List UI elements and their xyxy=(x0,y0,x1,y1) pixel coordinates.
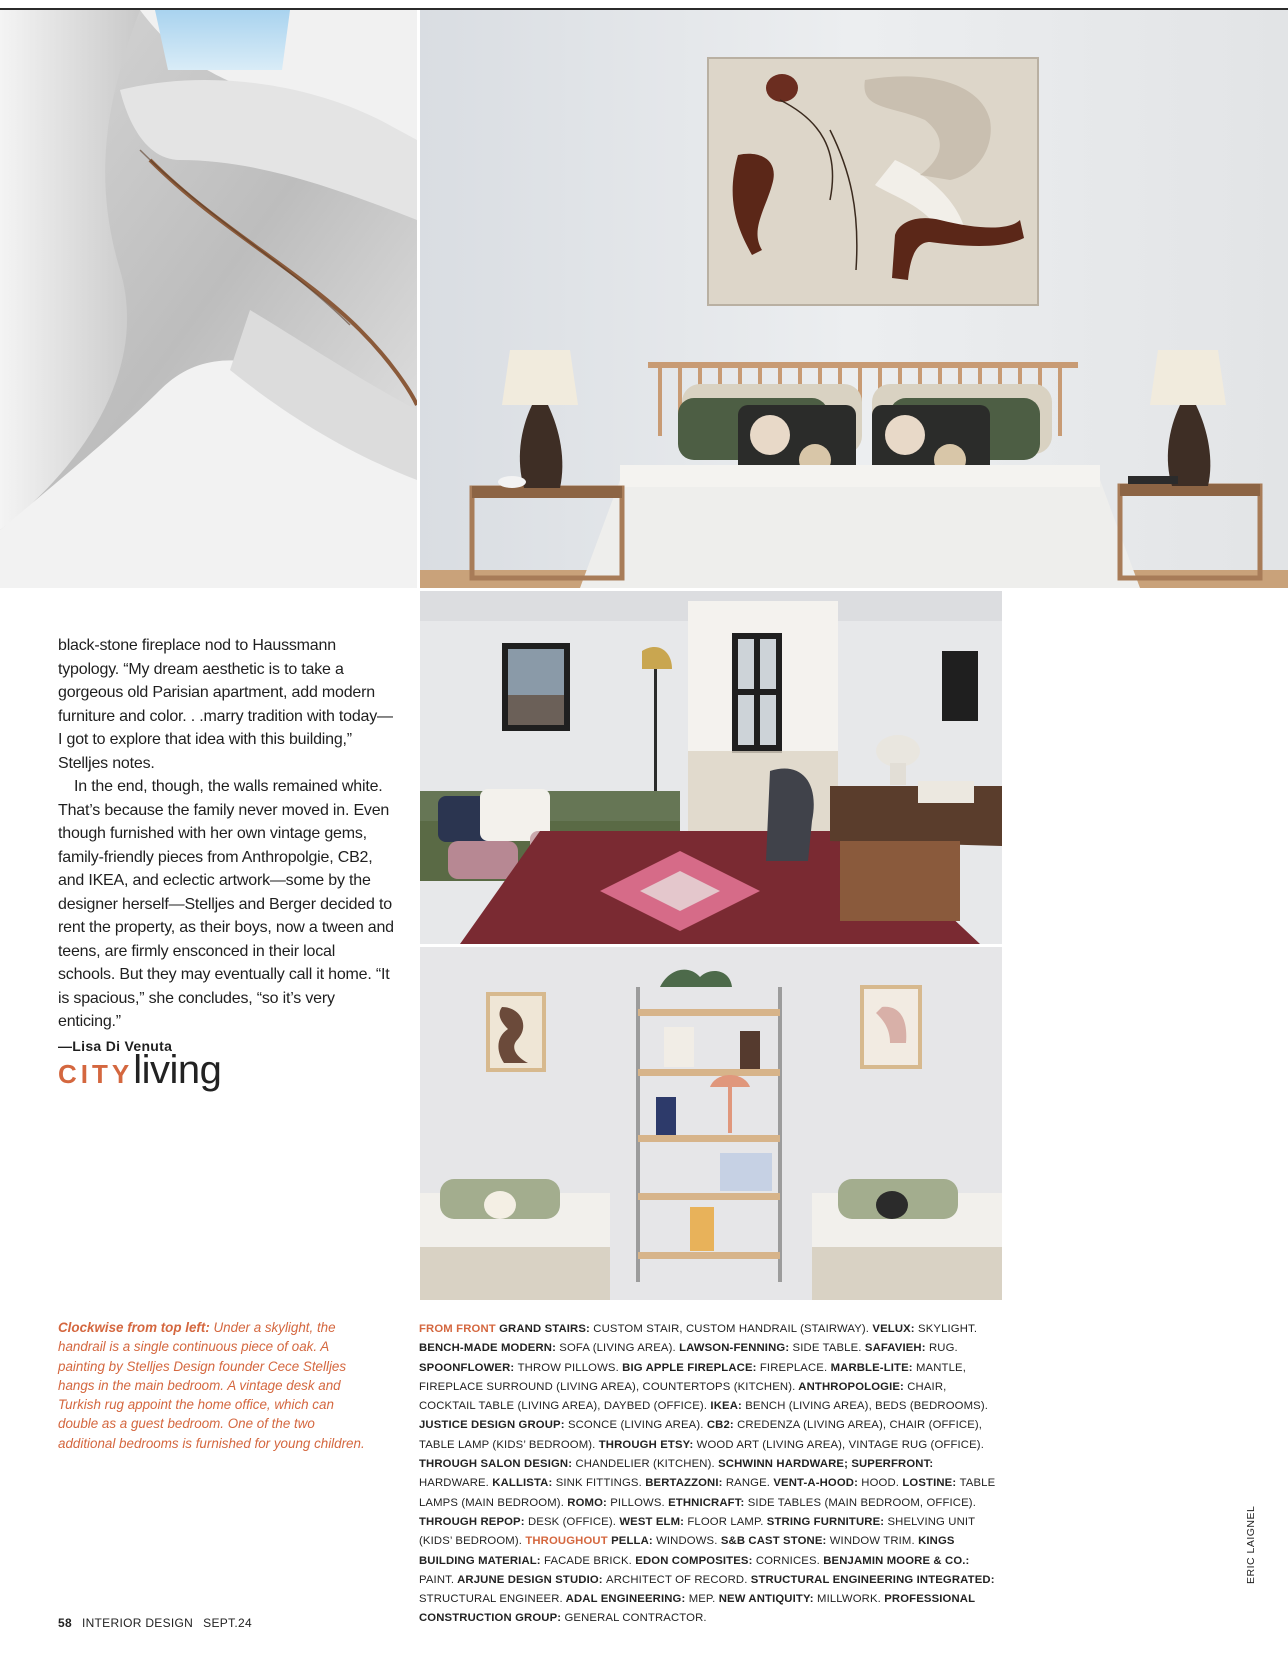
source-entry xyxy=(419,1419,704,1431)
source-entry xyxy=(665,1497,976,1509)
source-entry xyxy=(499,1323,869,1335)
source-vendor: GRAND STAIRS: xyxy=(499,1323,594,1335)
source-items: BENCH (LIVING AREA), BEDS (BEDROOMS). xyxy=(745,1400,989,1413)
source-entry xyxy=(869,1323,977,1335)
sources-front-items xyxy=(419,1323,995,1547)
source-items: ARCHITECT OF RECORD. xyxy=(606,1573,748,1586)
caption-text: Under a skylight, the handrail is a single continuous piece of oak. A painting by Stelljes Design founder Cece Stelljes hangs in the main bedroom. A vintage desk and Turkish rug appoint the home office, which can double as a guest bedroom. One of the two additional bedrooms is furnished for young children. xyxy=(58,1320,365,1451)
source-vendor: VELUX: xyxy=(869,1323,919,1335)
source-items: HARDWARE. xyxy=(419,1477,489,1490)
source-entry xyxy=(707,1400,988,1412)
source-vendor: NEW ANTIQUITY: xyxy=(715,1593,818,1606)
source-vendor: STRING FURNITURE: xyxy=(763,1515,888,1528)
source-items: CHAIR, COCKTAIL TABLE (LIVING AREA), DAYBED (OFFICE). xyxy=(419,1380,947,1413)
kids-bedroom-photo xyxy=(420,947,1002,1300)
source-items: CREDENZA (LIVING AREA), CHAIR (OFFICE), TABLE LAMP (KIDS’ BEDROOM). xyxy=(419,1419,983,1451)
source-items: DESK (OFFICE). xyxy=(527,1515,617,1528)
source-entry xyxy=(419,1362,619,1374)
source-entry xyxy=(595,1439,984,1451)
source-items: FLOOR LAMP. xyxy=(687,1515,764,1528)
source-vendor: ARJUNE DESIGN STUDIO: xyxy=(454,1573,607,1586)
source-vendor: BERTAZZONI: xyxy=(641,1477,726,1490)
source-vendor: ANTHROPOLOGIE: xyxy=(795,1380,908,1393)
sources-from-front-label: FROM FRONT xyxy=(419,1323,496,1335)
source-items: FIREPLACE. xyxy=(759,1361,828,1374)
source-entry xyxy=(454,1574,747,1586)
sources-list xyxy=(419,1320,1001,1629)
source-vendor: ADAL ENGINEERING: xyxy=(562,1593,689,1606)
source-items: SHELVING UNIT (KIDS’ BEDROOM). xyxy=(419,1515,976,1548)
source-vendor: SCHWINN HARDWARE; SUPERFRONT: xyxy=(714,1458,934,1471)
body-paragraph-2: In the end, though, the walls remained white. That’s because the family never moved in. Even though furnished with her own vintage gems, family-friendly pieces from Anthropolgie, CB2, and IKEA, and eclectic artwork—some by the designer herself—Stelljes and Berger decided to rent the property, as their boys, now a tween and teens, are firmly ensconced in their local schools. But they may eventually call it home. “It is spacious,” she concludes, “so it’s very enticing.” xyxy=(58,778,394,1030)
source-items: TABLE LAMPS (MAIN BEDROOM). xyxy=(419,1477,996,1509)
source-vendor: PROFESSIONAL CONSTRUCTION GROUP: xyxy=(419,1593,975,1625)
section-logo-living: living xyxy=(133,1048,222,1092)
section-logo xyxy=(58,1048,221,1093)
source-vendor: EDON COMPOSITES: xyxy=(631,1554,756,1567)
source-vendor: WEST ELM: xyxy=(616,1515,688,1528)
source-entry xyxy=(619,1362,827,1374)
publication-name: INTERIOR DESIGN xyxy=(81,1616,194,1630)
source-entry xyxy=(611,1535,717,1547)
source-vendor: CB2: xyxy=(703,1419,738,1432)
home-office-photo xyxy=(420,591,1002,944)
source-vendor: ETHNICRAFT: xyxy=(664,1496,748,1509)
source-vendor: JUSTICE DESIGN GROUP: xyxy=(419,1419,568,1432)
source-items: SOFA (LIVING AREA). xyxy=(559,1342,676,1355)
source-items: WINDOWS. xyxy=(656,1535,718,1548)
source-items: SIDE TABLES (MAIN BEDROOM, OFFICE). xyxy=(747,1496,977,1509)
source-entry xyxy=(676,1342,862,1354)
source-items: MILLWORK. xyxy=(817,1593,881,1606)
source-entry xyxy=(862,1342,958,1354)
source-vendor: KALLISTA: xyxy=(488,1477,556,1490)
photo-credit: ERIC LAIGNEL xyxy=(1245,1505,1257,1584)
source-entry xyxy=(419,1342,676,1354)
source-vendor: THROUGH REPOP: xyxy=(419,1515,528,1528)
source-vendor: STRUCTURAL ENGINEERING INTEGRATED: xyxy=(747,1573,995,1586)
source-items: RUG. xyxy=(928,1342,958,1355)
source-entry xyxy=(715,1593,880,1605)
byline: —Lisa Di Venuta xyxy=(58,1037,173,1054)
source-vendor: S&B CAST STONE: xyxy=(717,1535,830,1548)
source-vendor: BIG APPLE FIREPLACE: xyxy=(618,1361,760,1374)
source-vendor: SAFAVIEH: xyxy=(861,1342,929,1355)
page-number: 58 xyxy=(58,1616,72,1630)
source-vendor: SPOONFLOWER: xyxy=(419,1361,518,1374)
source-vendor: LOSTINE: xyxy=(899,1477,960,1490)
source-items: MEP. xyxy=(688,1593,716,1606)
source-items: STRUCTURAL ENGINEER. xyxy=(419,1593,563,1606)
source-entry xyxy=(718,1535,915,1547)
source-vendor: BENCH-MADE MODERN: xyxy=(419,1342,560,1355)
source-vendor: MARBLE-LITE: xyxy=(827,1361,916,1374)
main-bedroom-photo xyxy=(420,10,1288,588)
source-vendor: LAWSON-FENNING: xyxy=(675,1342,793,1355)
source-entry xyxy=(419,1516,616,1528)
source-vendor: THROUGH ETSY: xyxy=(595,1438,697,1451)
source-items: MANTLE, FIREPLACE SURROUND (LIVING AREA), COUNTERTOPS (KITCHEN). xyxy=(419,1361,966,1393)
body-paragraph-1: black-stone fireplace nod to Haussmann typology. “My dream aesthetic is to take a gorgeous old Parisian apartment, add modern furniture and color. . .marry tradition with today—I got to explore that idea with this building,” Stelljes notes. xyxy=(58,637,393,772)
source-vendor: IKEA: xyxy=(707,1400,746,1413)
source-vendor: VENT-A-HOOD: xyxy=(770,1477,862,1490)
source-vendor: KINGS BUILDING MATERIAL: xyxy=(419,1535,955,1567)
section-logo-city: CITY xyxy=(58,1059,134,1089)
article-body xyxy=(58,634,396,1058)
photo-caption xyxy=(58,1318,368,1453)
source-items: SINK FITTINGS. xyxy=(555,1477,642,1490)
source-entry xyxy=(419,1458,715,1470)
folio xyxy=(58,1616,252,1630)
source-items: FACADE BRICK. xyxy=(544,1554,632,1567)
sources-throughout-label: THROUGHOUT xyxy=(525,1535,608,1548)
source-items: THROW PILLOWS. xyxy=(517,1361,619,1374)
source-vendor: BENJAMIN MOORE & CO.: xyxy=(819,1554,970,1567)
source-vendor: PELLA: xyxy=(611,1535,657,1548)
source-items: SIDE TABLE. xyxy=(792,1342,862,1355)
source-entry xyxy=(616,1516,763,1528)
source-entry xyxy=(489,1477,642,1489)
source-items: CORNICES. xyxy=(755,1554,820,1567)
source-items: HOOD. xyxy=(861,1477,900,1490)
source-vendor: THROUGH SALON DESIGN: xyxy=(419,1458,576,1471)
source-items: CHANDELIER (KITCHEN). xyxy=(575,1458,715,1471)
source-items: SCONCE (LIVING AREA). xyxy=(567,1419,704,1432)
source-items: PAINT. xyxy=(419,1573,455,1586)
source-items: RANGE. xyxy=(725,1477,771,1490)
source-items: SKYLIGHT. xyxy=(918,1323,978,1335)
sources-throughout-items xyxy=(419,1535,995,1624)
source-entry xyxy=(770,1477,899,1489)
source-entry xyxy=(642,1477,770,1489)
source-items: GENERAL CONTRACTOR. xyxy=(564,1612,707,1625)
source-entry xyxy=(564,1497,665,1509)
source-entry xyxy=(563,1593,716,1605)
stair-skylight-photo xyxy=(0,10,417,588)
source-entry xyxy=(632,1555,820,1567)
source-vendor: ROMO: xyxy=(564,1496,611,1509)
source-items: WOOD ART (LIVING AREA), VINTAGE RUG (OFFICE). xyxy=(696,1438,984,1451)
source-items: CUSTOM STAIR, CUSTOM HANDRAIL (STAIRWAY). xyxy=(593,1323,870,1335)
issue-date: SEPT.24 xyxy=(203,1616,252,1630)
caption-lead: Clockwise from top left: xyxy=(58,1320,210,1335)
source-items: WINDOW TRIM. xyxy=(829,1535,915,1548)
source-items: PILLOWS. xyxy=(610,1496,665,1509)
